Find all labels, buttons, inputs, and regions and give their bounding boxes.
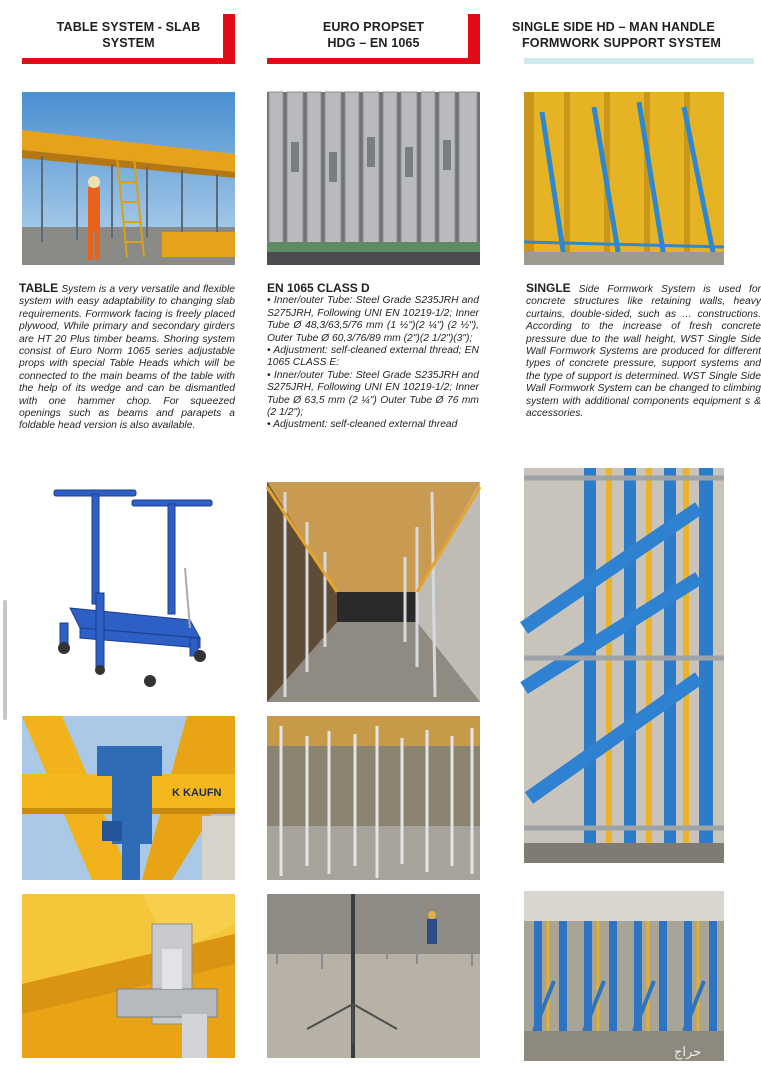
- heading-underline: [524, 58, 754, 64]
- spec-line: • Inner/outer Tube: Steel Grade S235JRH and S275JRH, Following UNI EN 10219-1/2; Inner Tube Ø 63,5 mm (2 ¼") Outer Tube Ø 76 mm (2 1/2");: [267, 369, 479, 419]
- props-corridor-photo: [267, 482, 480, 702]
- propset-stack-photo: [267, 92, 480, 265]
- body-text: System is a very versatile and flexible system with easy adaptability to changing slab requirements. Formwork facing is freely placed plywood, While primary and secondary girders are HT 20 Plus timber beams. Shoring system consist of Euro Norm 1065 series adjustable props with special Table Heads which will be connected to the main beams of the table with the help of its wedge and can be dismantled with one hammer chop. For squeezed openings such as beams and parapets a foldable head version is also available.: [19, 284, 235, 432]
- column-table-system: [22, 0, 235, 64]
- heading-underline: [22, 58, 235, 64]
- table-trolley-photo: [40, 488, 220, 693]
- column-heading: [22, 0, 235, 64]
- spec-line: • Adjustment: self-cleaned external thread; EN 1065 CLASS E:: [267, 345, 479, 369]
- single-side-yard-photo: [524, 891, 724, 1061]
- table-head-wedge-photo: [22, 894, 235, 1058]
- heading-text: [512, 0, 754, 51]
- table-system-description: [19, 282, 235, 433]
- spec-line: • Adjustment: self-cleaned external thread: [267, 419, 458, 431]
- single-side-description: [526, 282, 761, 420]
- scrollbar[interactable]: [3, 600, 7, 720]
- column-heading: [512, 0, 754, 64]
- heading-line-2: HDG – EN 1065: [327, 36, 420, 50]
- table-slab-site-photo: [22, 92, 235, 265]
- heading-flag: [223, 14, 235, 64]
- heading-text: [267, 0, 480, 51]
- props-array-photo: [267, 716, 480, 880]
- heading-line-1: EURO PROPSET: [322, 20, 425, 34]
- heading-underline: [267, 58, 480, 64]
- props-site-worker-photo: [267, 894, 480, 1058]
- heading-line-1: SINGLE SIDE HD – MAN HANDLE: [512, 20, 715, 34]
- heading-text: [22, 0, 235, 51]
- column-euro-propset: [267, 0, 480, 64]
- class-d-subheading: EN 1065 CLASS D: [267, 281, 370, 295]
- table-head-closeup-photo: [22, 716, 235, 880]
- spec-line: • Inner/outer Tube: Steel Grade S235JRH and S275JRH, Following UNI EN 10219-1/2; Inner Tube Ø 48,3/63,5/76 mm (1 ½")(2 ¼") (2 ½"), Outer Tube Ø 60,3/76/89 mm (2")(2 1/2")(3");: [267, 295, 479, 344]
- single-side-braces-photo: [524, 468, 724, 863]
- body-text: Side Formwork System is used for concrete structures like retaining walls, heavy curtains, double-sided, such as … constructions. According to the increase of fresh concrete pressure due to the wall height, WST Single Side Wall Formwork Systems are produced for different types of concrete pressure, support systems and the type of support is determined. WST Single Side Wall Formwork System can be changed to climbing system with additional components equipment s & accessories.: [526, 284, 761, 420]
- lead-word: SINGLE: [526, 281, 571, 295]
- watermark-text: حراج: [674, 1045, 702, 1060]
- column-heading: [267, 0, 480, 64]
- single-side-frames-photo: [524, 92, 724, 265]
- propset-description: [267, 282, 479, 432]
- heading-line-2: FORMWORK SUPPORT SYSTEM: [522, 36, 721, 50]
- svg-text:K KAUFN: K KAUFN: [172, 787, 222, 799]
- heading-line-1: TABLE SYSTEM - SLAB: [56, 20, 201, 34]
- column-single-side: [512, 0, 754, 64]
- heading-line-2: SYSTEM: [102, 36, 155, 50]
- lead-word: TABLE: [19, 281, 59, 295]
- heading-flag: [468, 14, 480, 64]
